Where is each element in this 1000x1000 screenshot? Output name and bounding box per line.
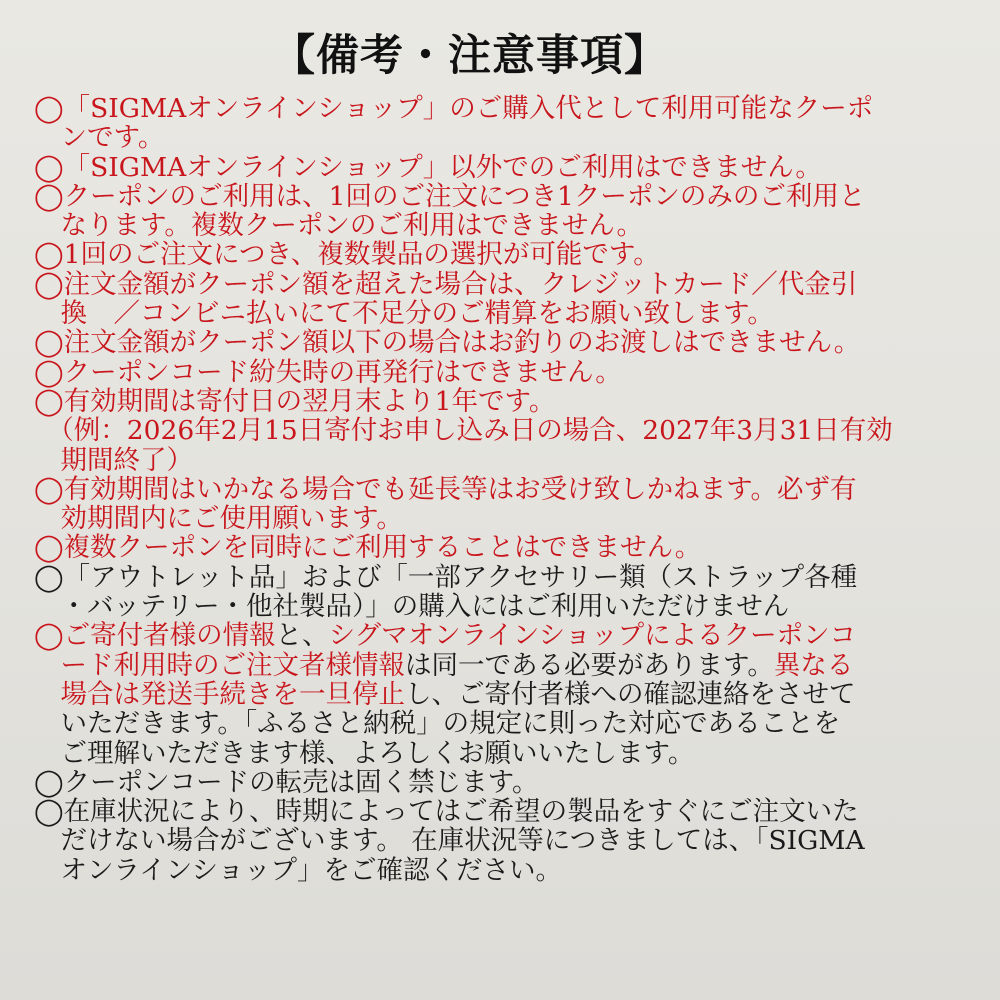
note-segment: と、 bbox=[275, 620, 329, 652]
note-item: ◯有効期間は寄付日の翌月末より1年です。 （例：2026年2月15日寄付お申し込み日の場合、2027年3月31日有効 期間終了） bbox=[34, 385, 893, 476]
note-item: ◯有効期間はいかなる場合でも延長等はお受け致しかねます。必ず有 効期間内にご使用願います。 bbox=[34, 473, 857, 535]
note-item: ◯在庫状況により、時期によってはご希望の製品をすぐにご注文いた だけない場合がございます。 在庫状況等につきましては、「SIGMA オンラインショップ」をご確認ください。 bbox=[34, 796, 865, 886]
note-item: ◯注文金額がクーポン額以下の場合はお釣りのお渡しはできません。 bbox=[34, 327, 861, 359]
note-item-mixed bbox=[34, 621, 979, 767]
note-segment: ◯ご寄付者様の情報 bbox=[34, 620, 276, 652]
note-item: ◯「SIGMAオンラインショップ」以外でのご利用はできません。 bbox=[34, 151, 822, 183]
note-item: ◯1回のご注文につき、複数製品の選択が可能です。 bbox=[34, 239, 660, 271]
note-segment: は同一である必要があります。 bbox=[405, 649, 774, 681]
notes-list bbox=[34, 94, 979, 885]
note-item: ◯注文金額がクーポン額を超えた場合は、クレジットカード／代金引 換 ／コンビニ払いにて不足分のご精算をお願い致します。 bbox=[34, 268, 858, 330]
note-segment: 異なる 場合は発送手続きを一旦停止 bbox=[60, 649, 854, 710]
note-segment: し、ご寄付者様への確認連絡をさせて いただきます。「ふるさと納税」の規定に則った対応であることを ご理解いただきます様、よろしくお願いいたします。 bbox=[60, 678, 856, 769]
note-item: ◯「SIGMAオンラインショップ」のご購入代として利用可能なクーポ ンです。 bbox=[34, 93, 874, 154]
note-item: ◯クーポンコード紛失時の再発行はできません。 bbox=[34, 356, 622, 388]
note-item: ◯複数クーポンを同時にご利用することはできません。 bbox=[34, 532, 702, 564]
note-item: ◯「アウトレット品」および「一部アクセサリー類（ストラップ各種 ・バッテリー・他社製品）」の購入にはご利用いただけません bbox=[34, 561, 858, 623]
note-item: ◯クーポンのご利用は、1回のご注文につき1クーポンのみのご利用と なります。複数クーポンのご利用はできません。 bbox=[34, 180, 866, 242]
note-item: ◯クーポンコードの転売は固く禁じます。 bbox=[34, 766, 539, 798]
note-segment: シグマオンラインショップによるクーポンコ ード利用時のご注文者様情報 bbox=[60, 620, 857, 681]
page-title: 【備考・注意事項】 bbox=[272, 31, 668, 81]
